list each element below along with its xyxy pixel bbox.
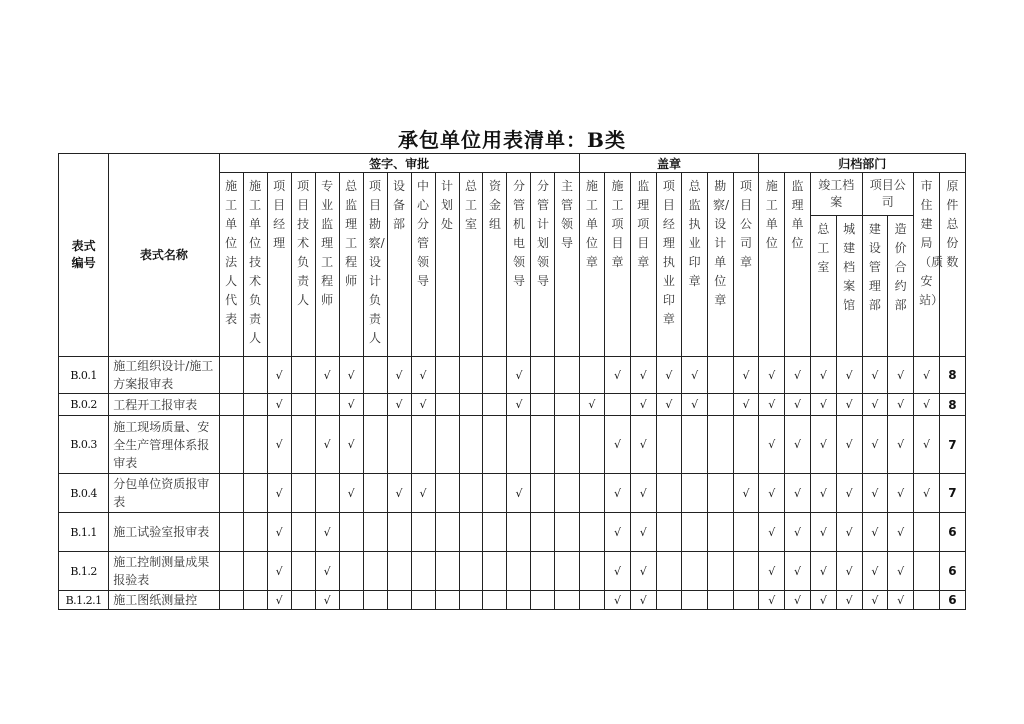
check-mark-icon: √ [888,416,914,474]
original-count: 6 [939,552,965,591]
empty-cell [291,394,315,416]
empty-cell [579,357,605,394]
empty-cell [363,416,387,474]
check-mark-icon: √ [785,591,811,610]
check-mark-icon: √ [267,357,291,394]
empty-cell [707,394,733,416]
empty-cell [435,513,459,552]
check-mark-icon: √ [759,552,785,591]
check-mark-icon: √ [785,357,811,394]
check-mark-icon: √ [836,394,862,416]
check-mark-icon: √ [862,416,888,474]
empty-cell [555,552,579,591]
check-mark-icon: √ [267,474,291,513]
empty-cell [363,474,387,513]
check-mark-icon: √ [605,416,631,474]
check-mark-icon: √ [579,394,605,416]
empty-cell [555,474,579,513]
check-mark-icon: √ [605,591,631,610]
check-mark-icon: √ [888,513,914,552]
form-name: 施工图纸测量控 [109,591,219,610]
empty-cell [682,416,708,474]
check-mark-icon: √ [411,357,435,394]
empty-cell [914,552,940,591]
empty-cell [291,357,315,394]
header-sign-col: 主管领导 [555,173,579,357]
check-mark-icon: √ [507,357,531,394]
check-mark-icon: √ [785,474,811,513]
check-mark-icon: √ [810,513,836,552]
empty-cell [682,474,708,513]
empty-cell [339,591,363,610]
empty-cell [243,474,267,513]
check-mark-icon: √ [759,513,785,552]
check-mark-icon: √ [888,394,914,416]
header-code: 表式编号 [59,154,109,357]
check-mark-icon: √ [411,394,435,416]
empty-cell [682,591,708,610]
check-mark-icon: √ [810,416,836,474]
check-mark-icon: √ [630,591,656,610]
empty-cell [579,416,605,474]
header-sign-col: 施工单位技术负责人 [243,173,267,357]
empty-cell [531,474,555,513]
header-archive-bureau: 市住建局（质安站） [914,173,940,357]
check-mark-icon: √ [682,357,708,394]
empty-cell [483,394,507,416]
header-archive-company-sub: 建设管理部 [862,216,888,357]
header-group-sign: 签字、审批 [219,154,579,173]
check-mark-icon: √ [339,394,363,416]
check-mark-icon: √ [733,394,759,416]
check-mark-icon: √ [888,357,914,394]
empty-cell [387,513,411,552]
empty-cell [459,357,483,394]
empty-cell [243,416,267,474]
empty-cell [656,474,682,513]
original-count: 7 [939,416,965,474]
empty-cell [656,416,682,474]
header-sign-col: 分管计划领导 [531,173,555,357]
header-archive-company: 项目公司 [862,173,914,216]
check-mark-icon: √ [862,394,888,416]
header-seal-col: 监理项目章 [630,173,656,357]
check-mark-icon: √ [914,416,940,474]
header-group-seal: 盖章 [579,154,759,173]
check-mark-icon: √ [862,357,888,394]
check-mark-icon: √ [785,513,811,552]
empty-cell [507,591,531,610]
empty-cell [733,416,759,474]
form-name: 工程开工报审表 [109,394,219,416]
check-mark-icon: √ [315,357,339,394]
empty-cell [411,513,435,552]
empty-cell [914,513,940,552]
check-mark-icon: √ [656,357,682,394]
empty-cell [483,513,507,552]
header-sign-col: 中心分管领导 [411,173,435,357]
check-mark-icon: √ [605,357,631,394]
empty-cell [555,513,579,552]
check-mark-icon: √ [267,591,291,610]
header-sign-col: 总监理工程师 [339,173,363,357]
empty-cell [483,591,507,610]
check-mark-icon: √ [315,552,339,591]
check-mark-icon: √ [810,552,836,591]
check-mark-icon: √ [888,552,914,591]
empty-cell [243,357,267,394]
empty-cell [291,552,315,591]
check-mark-icon: √ [862,513,888,552]
check-mark-icon: √ [759,591,785,610]
empty-cell [733,513,759,552]
check-mark-icon: √ [759,357,785,394]
form-name: 施工现场质量、安全生产管理体系报审表 [109,416,219,474]
empty-cell [579,552,605,591]
empty-cell [219,513,243,552]
empty-cell [483,474,507,513]
empty-cell [291,474,315,513]
empty-cell [339,513,363,552]
check-mark-icon: √ [733,474,759,513]
check-mark-icon: √ [605,552,631,591]
empty-cell [219,474,243,513]
header-sign-col: 分管机电领导 [507,173,531,357]
check-mark-icon: √ [630,552,656,591]
empty-cell [507,552,531,591]
empty-cell [411,416,435,474]
header-seal-col: 施工项目章 [605,173,631,357]
check-mark-icon: √ [267,394,291,416]
check-mark-icon: √ [914,357,940,394]
empty-cell [387,416,411,474]
header-sign-col: 计划处 [435,173,459,357]
empty-cell [656,552,682,591]
header-archive-completion: 竣工档案 [810,173,862,216]
empty-cell [483,552,507,591]
header-sign-col: 项目勘察/设计负责人 [363,173,387,357]
empty-cell [483,357,507,394]
empty-cell [733,591,759,610]
check-mark-icon: √ [888,591,914,610]
check-mark-icon: √ [810,474,836,513]
header-group-archive: 归档部门 [759,154,966,173]
check-mark-icon: √ [315,591,339,610]
check-mark-icon: √ [862,474,888,513]
empty-cell [656,591,682,610]
empty-cell [707,591,733,610]
empty-cell [435,591,459,610]
check-mark-icon: √ [605,513,631,552]
header-seal-col: 勘察/设计单位章 [707,173,733,357]
check-mark-icon: √ [387,357,411,394]
form-code: B.0.3 [59,416,109,474]
empty-cell [579,474,605,513]
empty-cell [733,552,759,591]
check-mark-icon: √ [267,552,291,591]
table-row [59,416,966,474]
empty-cell [707,474,733,513]
check-mark-icon: √ [507,474,531,513]
empty-cell [291,513,315,552]
check-mark-icon: √ [339,357,363,394]
check-mark-icon: √ [630,357,656,394]
header-sign-col: 总工室 [459,173,483,357]
check-mark-icon: √ [785,394,811,416]
empty-cell [243,591,267,610]
empty-cell [315,474,339,513]
check-mark-icon: √ [656,394,682,416]
form-code: B.1.1 [59,513,109,552]
empty-cell [507,416,531,474]
check-mark-icon: √ [315,513,339,552]
original-count: 6 [939,513,965,552]
check-mark-icon: √ [836,416,862,474]
empty-cell [363,513,387,552]
form-code: B.1.2 [59,552,109,591]
table-row [59,474,966,513]
header-archive-supervision: 监理单位 [785,173,811,357]
original-count: 7 [939,474,965,513]
check-mark-icon: √ [630,513,656,552]
check-mark-icon: √ [759,474,785,513]
empty-cell [219,394,243,416]
empty-cell [219,416,243,474]
check-mark-icon: √ [914,394,940,416]
empty-cell [459,394,483,416]
check-mark-icon: √ [630,394,656,416]
check-mark-icon: √ [785,552,811,591]
form-name: 分包单位资质报审表 [109,474,219,513]
table-row [59,394,966,416]
empty-cell [555,416,579,474]
form-code: B.0.4 [59,474,109,513]
empty-cell [605,394,631,416]
empty-cell [555,357,579,394]
header-archive-completion-sub: 城建档案馆 [836,216,862,357]
check-mark-icon: √ [836,357,862,394]
empty-cell [531,552,555,591]
table-row [59,591,966,610]
empty-cell [656,513,682,552]
empty-cell [243,552,267,591]
empty-cell [682,513,708,552]
empty-cell [707,552,733,591]
empty-cell [435,552,459,591]
header-name: 表式名称 [109,154,219,357]
empty-cell [435,394,459,416]
empty-cell [411,552,435,591]
empty-cell [339,552,363,591]
check-mark-icon: √ [836,474,862,513]
check-mark-icon: √ [267,416,291,474]
header-seal-col: 总监执业印章 [682,173,708,357]
check-mark-icon: √ [630,474,656,513]
empty-cell [363,591,387,610]
empty-cell [531,591,555,610]
empty-cell [707,416,733,474]
empty-cell [291,591,315,610]
empty-cell [914,591,940,610]
empty-cell [579,513,605,552]
header-seal-col: 项目公司章 [733,173,759,357]
empty-cell [363,552,387,591]
form-name: 施工控制测量成果报验表 [109,552,219,591]
empty-cell [435,357,459,394]
original-count: 8 [939,394,965,416]
form-code: B.0.1 [59,357,109,394]
empty-cell [555,394,579,416]
empty-cell [219,357,243,394]
form-code: B.0.2 [59,394,109,416]
empty-cell [531,513,555,552]
empty-cell [555,591,579,610]
check-mark-icon: √ [630,416,656,474]
check-mark-icon: √ [339,474,363,513]
table-row [59,513,966,552]
check-mark-icon: √ [810,394,836,416]
empty-cell [435,474,459,513]
check-mark-icon: √ [339,416,363,474]
empty-cell [531,357,555,394]
empty-cell [363,394,387,416]
table-row [59,357,966,394]
check-mark-icon: √ [387,394,411,416]
check-mark-icon: √ [733,357,759,394]
check-mark-icon: √ [862,552,888,591]
check-mark-icon: √ [810,591,836,610]
check-mark-icon: √ [836,591,862,610]
check-mark-icon: √ [759,394,785,416]
header-sign-col: 施工单位法人代表 [219,173,243,357]
check-mark-icon: √ [759,416,785,474]
header-seal-col: 项目经理执业印章 [656,173,682,357]
empty-cell [507,513,531,552]
empty-cell [531,416,555,474]
check-mark-icon: √ [785,416,811,474]
empty-cell [411,591,435,610]
header-sign-col: 项目技术负责人 [291,173,315,357]
empty-cell [459,513,483,552]
empty-cell [459,416,483,474]
original-count: 6 [939,591,965,610]
header-sign-col: 资金组 [483,173,507,357]
header-archive-construction: 施工单位 [759,173,785,357]
empty-cell [483,416,507,474]
header-archive-completion-sub: 总工室 [810,216,836,357]
check-mark-icon: √ [836,513,862,552]
empty-cell [707,513,733,552]
check-mark-icon: √ [507,394,531,416]
header-archive-company-sub: 造价合约部 [888,216,914,357]
check-mark-icon: √ [387,474,411,513]
original-count: 8 [939,357,965,394]
empty-cell [707,357,733,394]
empty-cell [531,394,555,416]
empty-cell [387,591,411,610]
check-mark-icon: √ [836,552,862,591]
empty-cell [682,552,708,591]
empty-cell [219,591,243,610]
header-seal-col: 施工单位章 [579,173,605,357]
check-mark-icon: √ [605,474,631,513]
check-mark-icon: √ [810,357,836,394]
empty-cell [291,416,315,474]
empty-cell [459,591,483,610]
empty-cell [219,552,243,591]
form-name: 施工试验室报审表 [109,513,219,552]
form-code: B.1.2.1 [59,591,109,610]
header-sign-col: 项目经理 [267,173,291,357]
empty-cell [435,416,459,474]
check-mark-icon: √ [411,474,435,513]
header-sign-col: 设备部 [387,173,411,357]
form-list-table [58,153,966,610]
check-mark-icon: √ [267,513,291,552]
empty-cell [243,513,267,552]
form-name: 施工组织设计/施工方案报审表 [109,357,219,394]
empty-cell [243,394,267,416]
empty-cell [459,552,483,591]
empty-cell [579,591,605,610]
empty-cell [387,552,411,591]
header-sign-col: 专业监理工程师 [315,173,339,357]
table-row [59,552,966,591]
check-mark-icon: √ [315,416,339,474]
header-original-count: 原件总份数 [939,173,965,357]
page-title: 承包单位用表清单：B类 [398,128,626,152]
empty-cell [459,474,483,513]
check-mark-icon: √ [682,394,708,416]
check-mark-icon: √ [888,474,914,513]
empty-cell [315,394,339,416]
check-mark-icon: √ [914,474,940,513]
empty-cell [363,357,387,394]
check-mark-icon: √ [862,591,888,610]
